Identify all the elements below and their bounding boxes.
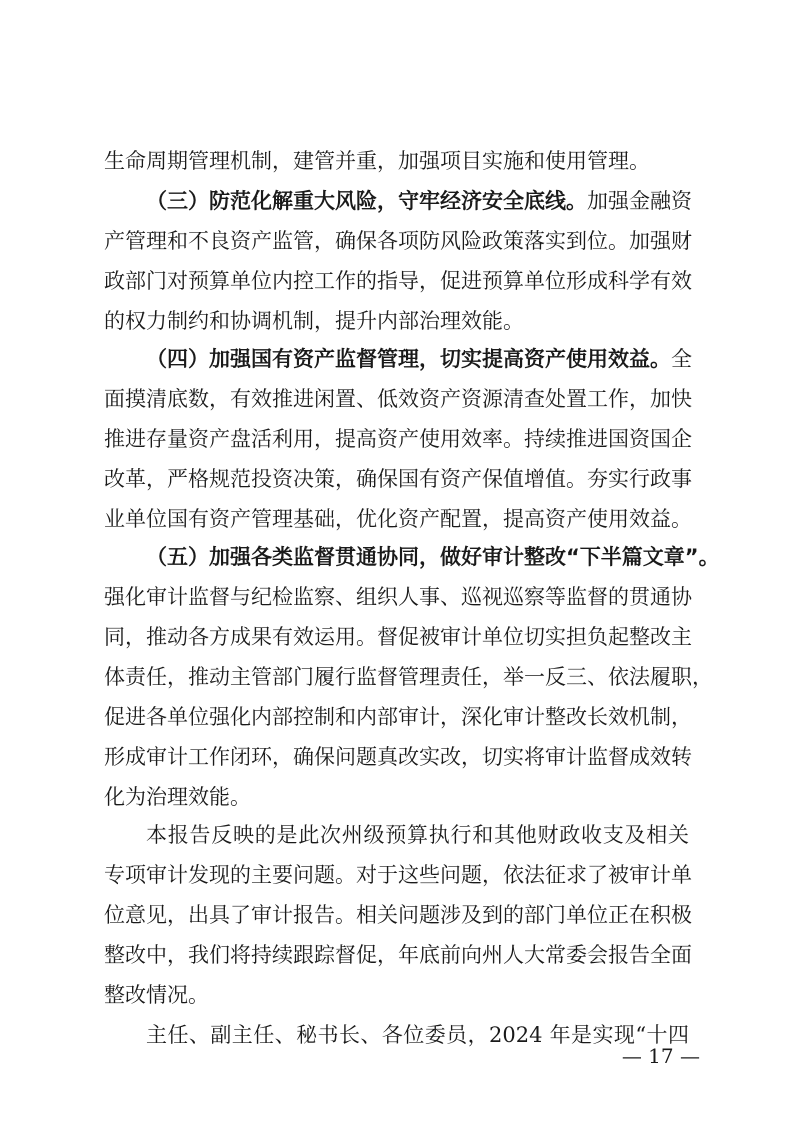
body-text-line: 整改中，我们将持续跟踪督促，年底前向州人大常委会报告全面: [104, 943, 692, 967]
body-text-line: 专项审计发现的主要问题。对于这些问题，依法征求了被审计单: [104, 863, 692, 887]
body-text-line: 生命周期管理机制，建管并重，加强项目实施和使用管理。: [104, 149, 650, 173]
body-text-line: 促进各单位强化内部控制和内部审计，深化审计整改长效机制，: [104, 705, 692, 729]
body-text-line: 产管理和不良资产监管，确保各项防风险政策落实到位。加强财: [104, 229, 692, 253]
body-text-line: 同，推动各方成果有效运用。督促被审计单位切实担负起整改主: [104, 625, 692, 649]
body-text-line: 的权力制约和协调机制，提升内部治理效能。: [104, 309, 524, 333]
section-heading-3: （三）防范化解重大风险，守牢经济安全底线。: [146, 189, 587, 213]
body-text-line: 推进存量资产盘活利用，提高资产使用效率。持续推进国资国企: [104, 427, 692, 451]
body-text-line: 业单位国有资产管理基础，优化资产配置，提高资产使用效益。: [104, 507, 692, 531]
section-heading-line: [146, 542, 720, 572]
body-text-line: 本报告反映的是此次州级预算执行和其他财政收支及相关: [146, 823, 689, 847]
body-text-line: 整改情况。: [104, 983, 209, 1007]
body-text-line: 主任、副主任、秘书长、各位委员，2024 年是实现“十四: [146, 1023, 689, 1047]
body-text-line: 形成审计工作闭环，确保问题真改实改，切实将审计监督成效转: [104, 745, 692, 769]
body-text-line: 化为治理效能。: [104, 785, 251, 809]
section-heading-line: （三）防范化解重大风险，守牢经济安全底线。加强金融资: [146, 189, 692, 213]
section-heading-5: （五）加强各类监督贯通协同，做好审计整改“下半篇文章”。: [146, 545, 720, 569]
body-text-line: 强化审计监督与纪检监察、组织人事、巡视巡察等监督的贯通协: [104, 585, 692, 609]
body-text-line: 面摸清底数，有效推进闲置、低效资产资源清查处置工作，加快: [104, 387, 692, 411]
body-text-line: 改革，严格规范投资决策，确保国有资产保值增值。夯实行政事: [104, 467, 692, 491]
section-heading-4: （四）加强国有资产监督管理，切实提高资产使用效益。: [146, 347, 671, 371]
body-text-line: 政部门对预算单位内控工作的指导，促进预算单位形成科学有效: [104, 269, 692, 293]
section-heading-line: （四）加强国有资产监督管理，切实提高资产使用效益。全: [146, 347, 692, 371]
body-text-line: 位意见，出具了审计报告。相关问题涉及到的部门单位正在积极: [104, 903, 692, 927]
page-number: — 17 —: [621, 1044, 700, 1068]
body-text-line: 体责任，推动主管部门履行监督管理责任，举一反三、依法履职，: [104, 665, 713, 689]
